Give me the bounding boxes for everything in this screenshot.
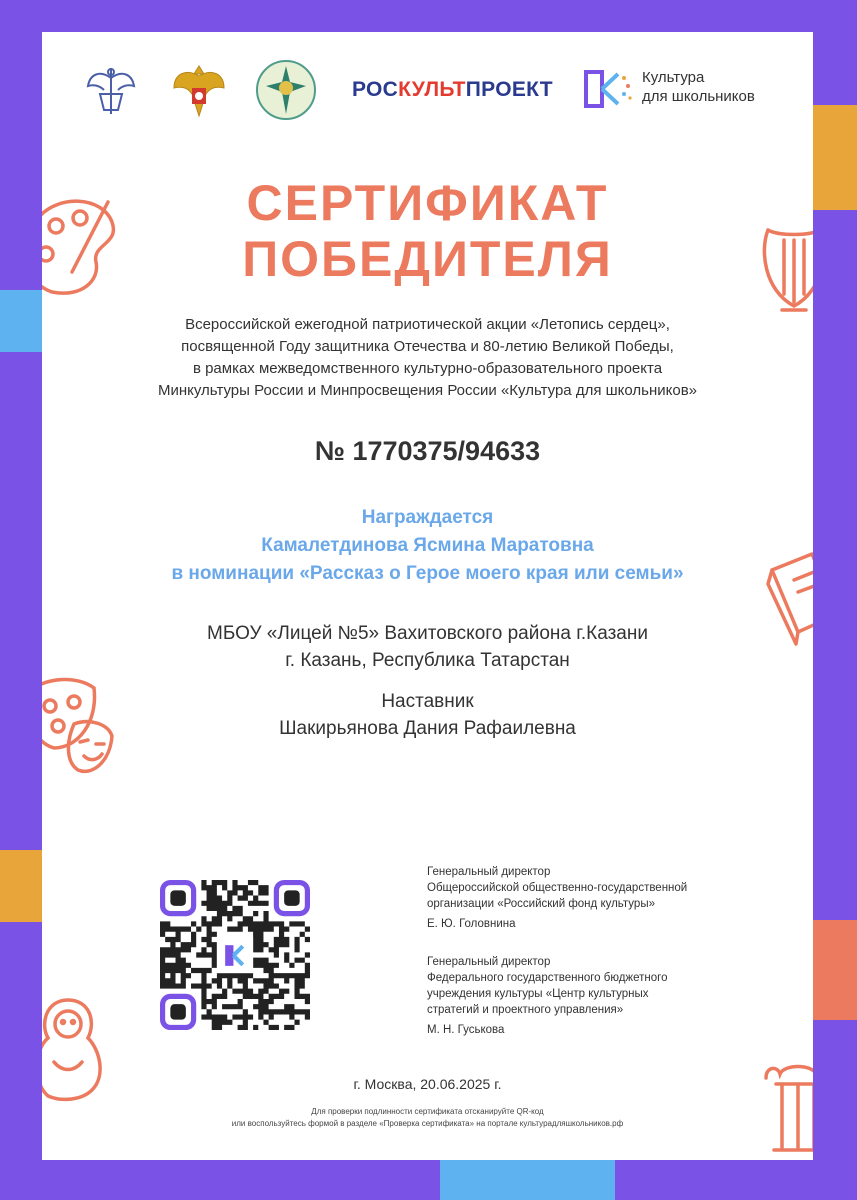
frame-stripe-blue-left	[0, 290, 42, 352]
signature-title-line: организации «Российский фонд культуры»	[427, 898, 655, 910]
certificate-title-line2: ПОБЕДИТЕЛЯ	[242, 231, 613, 287]
certificate-title-line1: СЕРТИФИКАТ	[246, 175, 609, 231]
signature-block-1	[427, 864, 687, 932]
mentor-label: Наставник	[381, 691, 474, 712]
kds-line1: Культура	[642, 69, 705, 86]
frame-stripe-orange-right	[813, 105, 857, 210]
frame-stripe-coral-right	[813, 920, 857, 1020]
intro-line: посвященной Году защитника Отечества и 80-летию Великой Победы,	[181, 338, 674, 355]
mentor-name: Шакирьянова Дания Рафаилевна	[279, 718, 576, 739]
signature-title-line: Генеральный директор	[427, 956, 551, 968]
verification-note	[42, 1106, 813, 1130]
school-location: г. Казань, Республика Татарстан	[285, 650, 570, 671]
kds-logo-icon	[582, 68, 636, 110]
signature-block-2	[427, 954, 667, 1038]
signature-name: Е. Ю. Головнина	[427, 918, 516, 930]
kds-logo-text	[642, 68, 755, 106]
emblem-icon	[80, 60, 142, 122]
frame-stripe-orange-left	[0, 850, 42, 922]
verification-line: или воспользуйтесь формой в разделе «Проверка сертификата» на портале культурадляшкольников.рф	[231, 1119, 624, 1128]
intro-line: Всероссийской ежегодной патриотической акции «Летопись сердец»,	[185, 316, 670, 333]
signature-title-line: учреждения культуры «Центр культурных	[427, 988, 649, 1000]
frame-stripe-blue-bottom	[440, 1160, 615, 1200]
roskult-part1: РОС	[352, 78, 399, 101]
signature-title-line: стратегий и проектного управления»	[427, 1004, 624, 1016]
mentor-block	[42, 688, 813, 742]
award-nomination: в номинации «Рассказ о Герое моего края или семьи»	[171, 563, 684, 584]
certificate-sheet	[42, 32, 813, 1160]
signature-title-line: Общероссийской общественно-государственной	[427, 882, 688, 894]
awardee-name: Камалетдинова Ясмина Маратовна	[261, 535, 594, 556]
emblem-icon	[168, 60, 230, 122]
issue-date: г. Москва, 20.06.2025 г.	[353, 1076, 502, 1092]
intro-line: Минкультуры России и Минпросвещения России «Культура для школьников»	[157, 382, 698, 399]
signature-name: М. Н. Гуськова	[427, 1024, 505, 1036]
award-block	[42, 504, 813, 588]
signature-title-line: Генеральный директор	[427, 866, 551, 878]
award-heading: Награждается	[361, 507, 494, 528]
kds-line2: для школьников	[642, 88, 755, 105]
roskult-part3: ПРОЕКТ	[465, 78, 553, 101]
school-name: МБОУ «Лицей №5» Вахитовского района г.Казани	[207, 623, 648, 644]
school-block	[42, 620, 813, 674]
qr-center-logo-icon	[217, 937, 253, 973]
roskultproekt-logo	[352, 78, 553, 102]
verification-line: Для проверки подлинности сертификата отсканируйте QR-код	[311, 1107, 544, 1116]
roskult-part2: КУЛЬТ	[398, 78, 466, 101]
signature-title-line: Федерального государственного бюджетного	[427, 972, 668, 984]
certificate-number: № 1770375/94633	[314, 436, 541, 466]
intro-line: в рамках межведомственного культурно-образовательного проекта	[192, 360, 663, 377]
qr-code[interactable]	[160, 880, 310, 1030]
emblem-icon	[254, 58, 318, 122]
intro-text	[42, 314, 813, 402]
